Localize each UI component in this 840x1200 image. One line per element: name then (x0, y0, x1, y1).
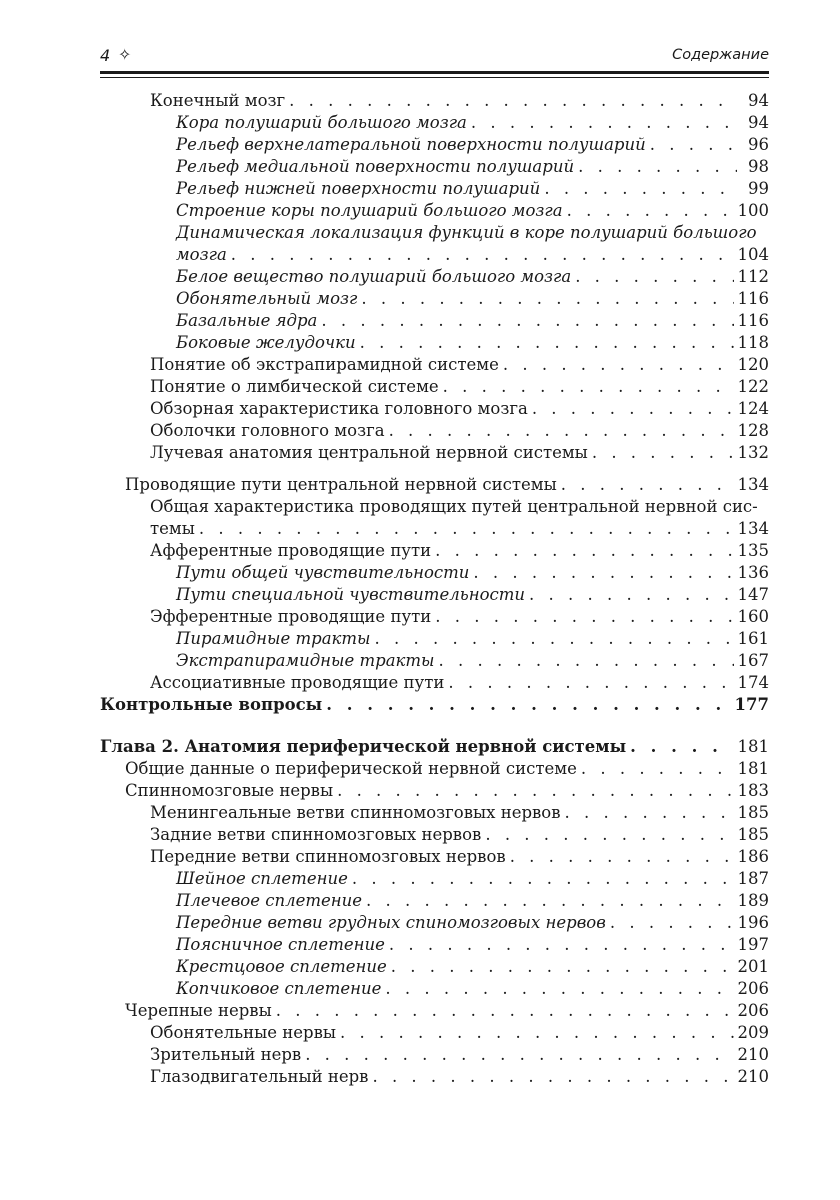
toc-entry[interactable] (100, 824, 769, 846)
toc-entry[interactable] (100, 398, 769, 420)
toc-entry-title: Менингеальные ветви спинномозговых нервов (150, 803, 561, 822)
toc-entry-page: 136 (737, 563, 769, 582)
toc-entry-page: 206 (737, 979, 769, 998)
toc-entry-title: Контрольные вопросы (100, 695, 323, 714)
toc-entry[interactable] (100, 780, 769, 802)
dot-leader (610, 912, 734, 934)
toc-entry-title: Пути общей чувствительности (176, 563, 470, 582)
toc-entry-title: мозга (176, 245, 227, 264)
toc-entry-title: Зрительный нерв (150, 1045, 302, 1064)
toc-entry-title: Кора полушарий большого мозга (176, 113, 467, 132)
toc-entry-title: Обонятельные нервы (150, 1023, 337, 1042)
toc-entry-page: 177 (734, 695, 769, 714)
toc-entry[interactable] (100, 90, 769, 112)
dot-leader (289, 90, 737, 112)
toc-entry-page: 196 (737, 913, 769, 932)
toc-entry-title: Конечный мозг (150, 91, 286, 110)
dot-leader (366, 890, 733, 912)
dot-leader (592, 442, 734, 464)
toc-entry-title: Строение коры полушарий большого мозга (176, 201, 563, 220)
toc-entry-title: Передние ветви грудных спиномозговых нервов (176, 913, 606, 932)
dot-leader (532, 398, 734, 420)
toc-entry[interactable] (100, 758, 769, 780)
dot-leader (473, 562, 733, 584)
toc-entry-title-line1: Общая характеристика проводящих путей центральной нервной сис- (150, 497, 758, 516)
page-number: 4 (100, 46, 111, 65)
section-title: Содержание (672, 47, 769, 63)
toc-entry[interactable] (100, 178, 769, 200)
dot-leader (435, 606, 733, 628)
dot-leader (337, 780, 733, 802)
dot-leader (231, 244, 734, 266)
toc-entry-title: Проводящие пути центральной нервной системы (125, 475, 557, 494)
toc-entry[interactable] (100, 474, 769, 496)
toc-entry-title: Обзорная характеристика головного мозга (150, 399, 528, 418)
toc-entry-title: Базальные ядра (176, 311, 318, 330)
toc-entry-title: Афферентные проводящие пути (150, 541, 432, 560)
toc-entry-page: 186 (737, 847, 769, 866)
header-rule-thick (100, 71, 769, 74)
toc-entry-title: Белое вещество полушарий большого мозга (176, 267, 572, 286)
toc-entry-page: 112 (737, 267, 769, 286)
toc-entry-title: Эфферентные проводящие пути (150, 607, 432, 626)
toc-entry-title: Глава 2. Анатомия периферической нервной системы (100, 737, 627, 756)
header-rule-thin (100, 77, 769, 78)
toc-entry-title-line1: Динамическая локализация функций в коре полушарий большого (176, 223, 757, 242)
toc-entry-title: Пути специальной чувствительности (176, 585, 526, 604)
toc-entry[interactable] (100, 134, 769, 156)
toc-entry-title: Лучевая анатомия центральной нервной системы (150, 443, 588, 462)
toc-entry[interactable] (100, 694, 769, 716)
toc-entry[interactable] (100, 650, 769, 672)
toc-entry-title: Поясничное сплетение (176, 935, 385, 954)
toc-entry[interactable] (100, 934, 769, 956)
toc-entry-page: 201 (737, 957, 769, 976)
toc-entry-page: 160 (737, 607, 769, 626)
toc-entry-page: 147 (737, 585, 769, 604)
toc-entry-page: 94 (748, 91, 769, 110)
dot-leader (575, 266, 733, 288)
toc-entry[interactable] (100, 200, 769, 222)
toc-entry-title: Крестцовое сплетение (176, 957, 387, 976)
toc-entry-page: 104 (737, 245, 769, 264)
dot-leader (389, 934, 734, 956)
dot-leader (276, 1000, 734, 1022)
toc-entry-page: 132 (737, 443, 769, 462)
dot-leader (326, 694, 730, 716)
toc-entry[interactable] (100, 846, 769, 868)
toc-spacer (100, 464, 769, 474)
toc-entry[interactable] (100, 420, 769, 442)
toc-entry-page: 124 (737, 399, 769, 418)
toc-entry[interactable] (100, 606, 769, 628)
toc-entry[interactable] (100, 1066, 769, 1088)
dot-leader (372, 1066, 733, 1088)
toc-entry[interactable] (100, 496, 769, 540)
dot-leader (361, 288, 733, 310)
dot-leader (448, 672, 733, 694)
dot-leader (650, 134, 737, 156)
toc-entry-page: 120 (737, 355, 769, 374)
dot-leader (567, 200, 734, 222)
toc-entry[interactable] (100, 868, 769, 890)
toc-entry-title: темы (150, 519, 195, 538)
toc-entry-title: Рельеф медиальной поверхности полушарий (176, 157, 575, 176)
dot-leader (503, 354, 734, 376)
dot-leader (435, 540, 733, 562)
toc-entry[interactable] (100, 1000, 769, 1022)
toc-entry-page: 135 (737, 541, 769, 560)
dot-leader (561, 474, 734, 496)
toc-entry[interactable] (100, 956, 769, 978)
toc-entry[interactable] (100, 562, 769, 584)
dot-leader (340, 1022, 733, 1044)
toc-entry-page: 210 (737, 1067, 769, 1086)
toc-entry-page: 116 (737, 311, 769, 330)
toc-entry-page: 189 (737, 891, 769, 910)
dot-leader (352, 868, 734, 890)
toc-entry-page: 181 (737, 759, 769, 778)
dot-leader (391, 956, 734, 978)
toc-entry-page: 209 (737, 1023, 769, 1042)
dot-leader (485, 824, 733, 846)
dot-leader (385, 978, 733, 1000)
toc-entry-page: 181 (737, 737, 769, 756)
toc-entry[interactable] (100, 672, 769, 694)
toc-entry-title: Оболочки головного мозга (150, 421, 385, 440)
toc-entry-page: 187 (737, 869, 769, 888)
toc-entry-page: 100 (737, 201, 769, 220)
dot-leader (374, 628, 733, 650)
dot-leader (565, 802, 734, 824)
toc-entry-title: Копчиковое сплетение (176, 979, 382, 998)
toc-entry-title: Пирамидные тракты (176, 629, 371, 648)
toc-entry-page: 98 (748, 157, 769, 176)
running-header (100, 46, 769, 70)
dot-leader (443, 376, 734, 398)
toc-entry[interactable] (100, 354, 769, 376)
table-of-contents (100, 90, 769, 1088)
toc-entry-page: 185 (737, 803, 769, 822)
dot-leader (630, 736, 733, 758)
toc-entry-title: Задние ветви спинномозговых нервов (150, 825, 482, 844)
toc-entry-page: 161 (737, 629, 769, 648)
toc-entry-page: 183 (737, 781, 769, 800)
toc-entry-page: 167 (737, 651, 769, 670)
toc-entry[interactable] (100, 802, 769, 824)
toc-entry-title: Боковые желудочки (176, 333, 356, 352)
dot-leader (389, 420, 734, 442)
toc-entry[interactable] (100, 890, 769, 912)
toc-entry-title: Общие данные о периферической нервной системе (125, 759, 577, 778)
toc-entry-page: 116 (737, 289, 769, 308)
toc-entry-page: 118 (737, 333, 769, 352)
dot-leader (578, 156, 737, 178)
toc-entry-page: 99 (748, 179, 769, 198)
toc-entry-page: 174 (737, 673, 769, 692)
dot-leader (360, 332, 734, 354)
toc-entry[interactable] (100, 112, 769, 134)
toc-entry-page: 128 (737, 421, 769, 440)
toc-entry[interactable] (100, 584, 769, 606)
toc-entry-title: Экстрапирамидные тракты (176, 651, 435, 670)
toc-entry[interactable] (100, 442, 769, 464)
toc-entry-title: Обонятельный мозг (176, 289, 358, 308)
toc-entry-title: Передние ветви спинномозговых нервов (150, 847, 506, 866)
toc-entry[interactable] (100, 978, 769, 1000)
dot-leader (510, 846, 734, 868)
toc-entry[interactable] (100, 288, 769, 310)
toc-entry-title: Понятие об экстрапирамидной системе (150, 355, 499, 374)
toc-entry[interactable] (100, 156, 769, 178)
ornament-icon: ✧ (118, 45, 132, 64)
toc-entry-page: 134 (737, 475, 769, 494)
toc-entry-page: 185 (737, 825, 769, 844)
toc-entry-page: 96 (748, 135, 769, 154)
toc-entry[interactable] (100, 736, 769, 758)
toc-entry-title: Рельеф нижней поверхности полушарий (176, 179, 541, 198)
toc-entry-title: Понятие о лимбической системе (150, 377, 439, 396)
toc-entry-page: 210 (737, 1045, 769, 1064)
toc-entry[interactable] (100, 540, 769, 562)
toc-entry[interactable] (100, 376, 769, 398)
toc-entry-title: Глазодвигательный нерв (150, 1067, 369, 1086)
toc-entry[interactable] (100, 912, 769, 934)
toc-entry[interactable] (100, 332, 769, 354)
toc-entry[interactable] (100, 222, 769, 266)
toc-entry[interactable] (100, 266, 769, 288)
toc-entry-title: Рельеф верхнелатеральной поверхности полушарий (176, 135, 646, 154)
toc-entry-title: Плечевое сплетение (176, 891, 363, 910)
toc-entry-page: 94 (748, 113, 769, 132)
toc-entry-title: Спинномозговые нервы (125, 781, 334, 800)
dot-leader (544, 178, 737, 200)
dot-leader (471, 112, 737, 134)
dot-leader (581, 758, 734, 780)
toc-entry[interactable] (100, 1022, 769, 1044)
dot-leader (321, 310, 733, 332)
toc-entry[interactable] (100, 310, 769, 332)
toc-spacer (100, 716, 769, 736)
dot-leader (529, 584, 733, 606)
dot-leader (305, 1044, 733, 1066)
toc-entry-title: Шейное сплетение (176, 869, 348, 888)
toc-entry-page: 122 (737, 377, 769, 396)
dot-leader (199, 518, 734, 540)
toc-entry-title: Ассоциативные проводящие пути (150, 673, 445, 692)
toc-entry-title: Черепные нервы (125, 1001, 272, 1020)
toc-entry-page: 206 (737, 1001, 769, 1020)
dot-leader (438, 650, 733, 672)
toc-entry-page: 134 (737, 519, 769, 538)
toc-entry-page: 197 (737, 935, 769, 954)
toc-entry[interactable] (100, 1044, 769, 1066)
toc-entry[interactable] (100, 628, 769, 650)
